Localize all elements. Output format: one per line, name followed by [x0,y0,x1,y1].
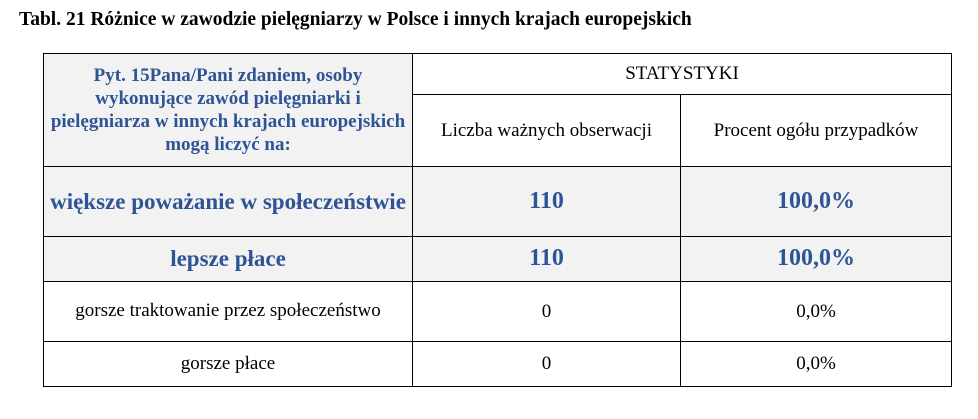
row-label: większe poważanie w społeczeństwie [44,167,413,237]
row-count: 110 [413,167,681,237]
table-row [44,237,952,282]
question-header: Pyt. 15Pana/Pani zdaniem, osoby wykonujące zawód pielęgniarki i pielęgniarza w innych krajach europejskich mogą liczyć na: [44,54,413,167]
table-caption: Tabl. 21 Różnice w zawodzie pielęgniarzy w Polsce i innych krajach europejskich [19,9,692,30]
row-percent: 100,0% [681,167,952,237]
row-percent: 0,0% [681,282,952,342]
row-label: gorsze płace [44,342,413,387]
row-count: 0 [413,342,681,387]
count-header: Liczba ważnych obserwacji [413,95,681,167]
row-count: 110 [413,237,681,282]
row-percent: 0,0% [681,342,952,387]
table-row [44,342,952,387]
row-percent: 100,0% [681,237,952,282]
stats-header: STATYSTYKI [413,54,952,95]
table-row [44,282,952,342]
row-label: lepsze płace [44,237,413,282]
table-row [44,167,952,237]
percent-header: Procent ogółu przypadków [681,95,952,167]
row-count: 0 [413,282,681,342]
row-label: gorsze traktowanie przez społeczeństwo [44,282,413,342]
statistics-table [43,53,952,387]
